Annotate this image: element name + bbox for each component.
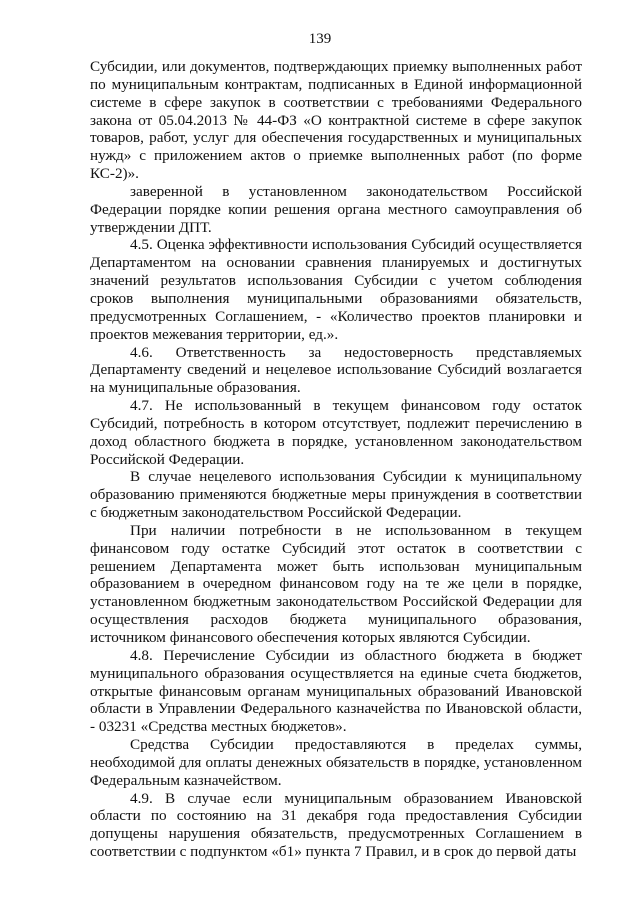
paragraph-4-6: 4.6. Ответственность за недостоверность представляемых Департаменту сведений и нецелевое использование Субсидий возлагается на муниципальные образования.	[90, 343, 582, 397]
paragraph-remainder-use: При наличии потребности в не использованном в текущем финансовом году остатке Субсидий этот остаток в соответствии с решением Департамента может быть использован муниципальным образованием в очередном финансовом году на те же цели в порядке, установленном бюджетным законодательством Российской Федерации для осуществления расходов бюджета муниципального образования, источником финансового обеспечения которых являются Субсидии.	[90, 521, 582, 646]
paragraph-dpt-copy: заверенной в установленном законодательством Российской Федерации порядке копии решения органа местного самоуправления об утверждении ДПТ.	[90, 182, 582, 236]
document-body	[90, 58, 582, 861]
paragraph-misuse: В случае нецелевого использования Субсидии к муниципальному образованию применяются бюджетные меры принуждения в соответствии с бюджетным законодательством Российской Федерации.	[90, 468, 582, 522]
paragraph-4-7: 4.7. Не использованный в текущем финансовом году остаток Субсидий, потребность в котором отсутствует, подлежит перечислению в доход областного бюджета в порядке, установленном законодательством Российской Федерации.	[90, 397, 582, 468]
page-number: 139	[308, 31, 332, 47]
paragraph-4-9: 4.9. В случае если муниципальным образованием Ивановской области по состоянию на 31 декабря года предоставления Субсидии допущены нарушения обязательств, предусмотренных Соглашением в соответствии с подпунктом «б1» пункта 7 Правил, и в срок до первой даты	[90, 789, 582, 861]
paragraph-continuation: Субсидии, или документов, подтверждающих приемку выполненных работ по муниципальным контрактам, подписанных в Единой информационной системе в сфере закупок в соответствии с требованиями Федерального закона от 05.04.2013 № 44-ФЗ «О контрактной системе в сфере закупок товаров, работ, услуг для обеспечения государственных и муниципальных нужд» с приложением актов о приемке выполненных работ (по форме КС-2)».	[90, 58, 582, 183]
paragraph-4-8: 4.8. Перечисление Субсидии из областного бюджета в бюджет муниципального образования осуществляется на единые счета бюджетов, открытые финансовым органам муниципальных образований Ивановской области в Управлении Федерального казначейства по Ивановской области, - 03231 «Средства местных бюджетов».	[90, 646, 582, 736]
paragraph-limits: Средства Субсидии предоставляются в пределах суммы, необходимой для оплаты денежных обязательств в порядке, установленном Федеральным казначейством.	[90, 736, 582, 789]
paragraph-4-5: 4.5. Оценка эффективности использования Субсидий осуществляется Департаментом на основании сравнения планируемых и достигнутых значений результатов использования Субсидии с учетом соблюдения сроков выполнения муниципальными образованиями обязательств, предусмотренных Соглашением, - «Количество проектов планировки и проектов межевания территории, ед.».	[90, 236, 582, 343]
